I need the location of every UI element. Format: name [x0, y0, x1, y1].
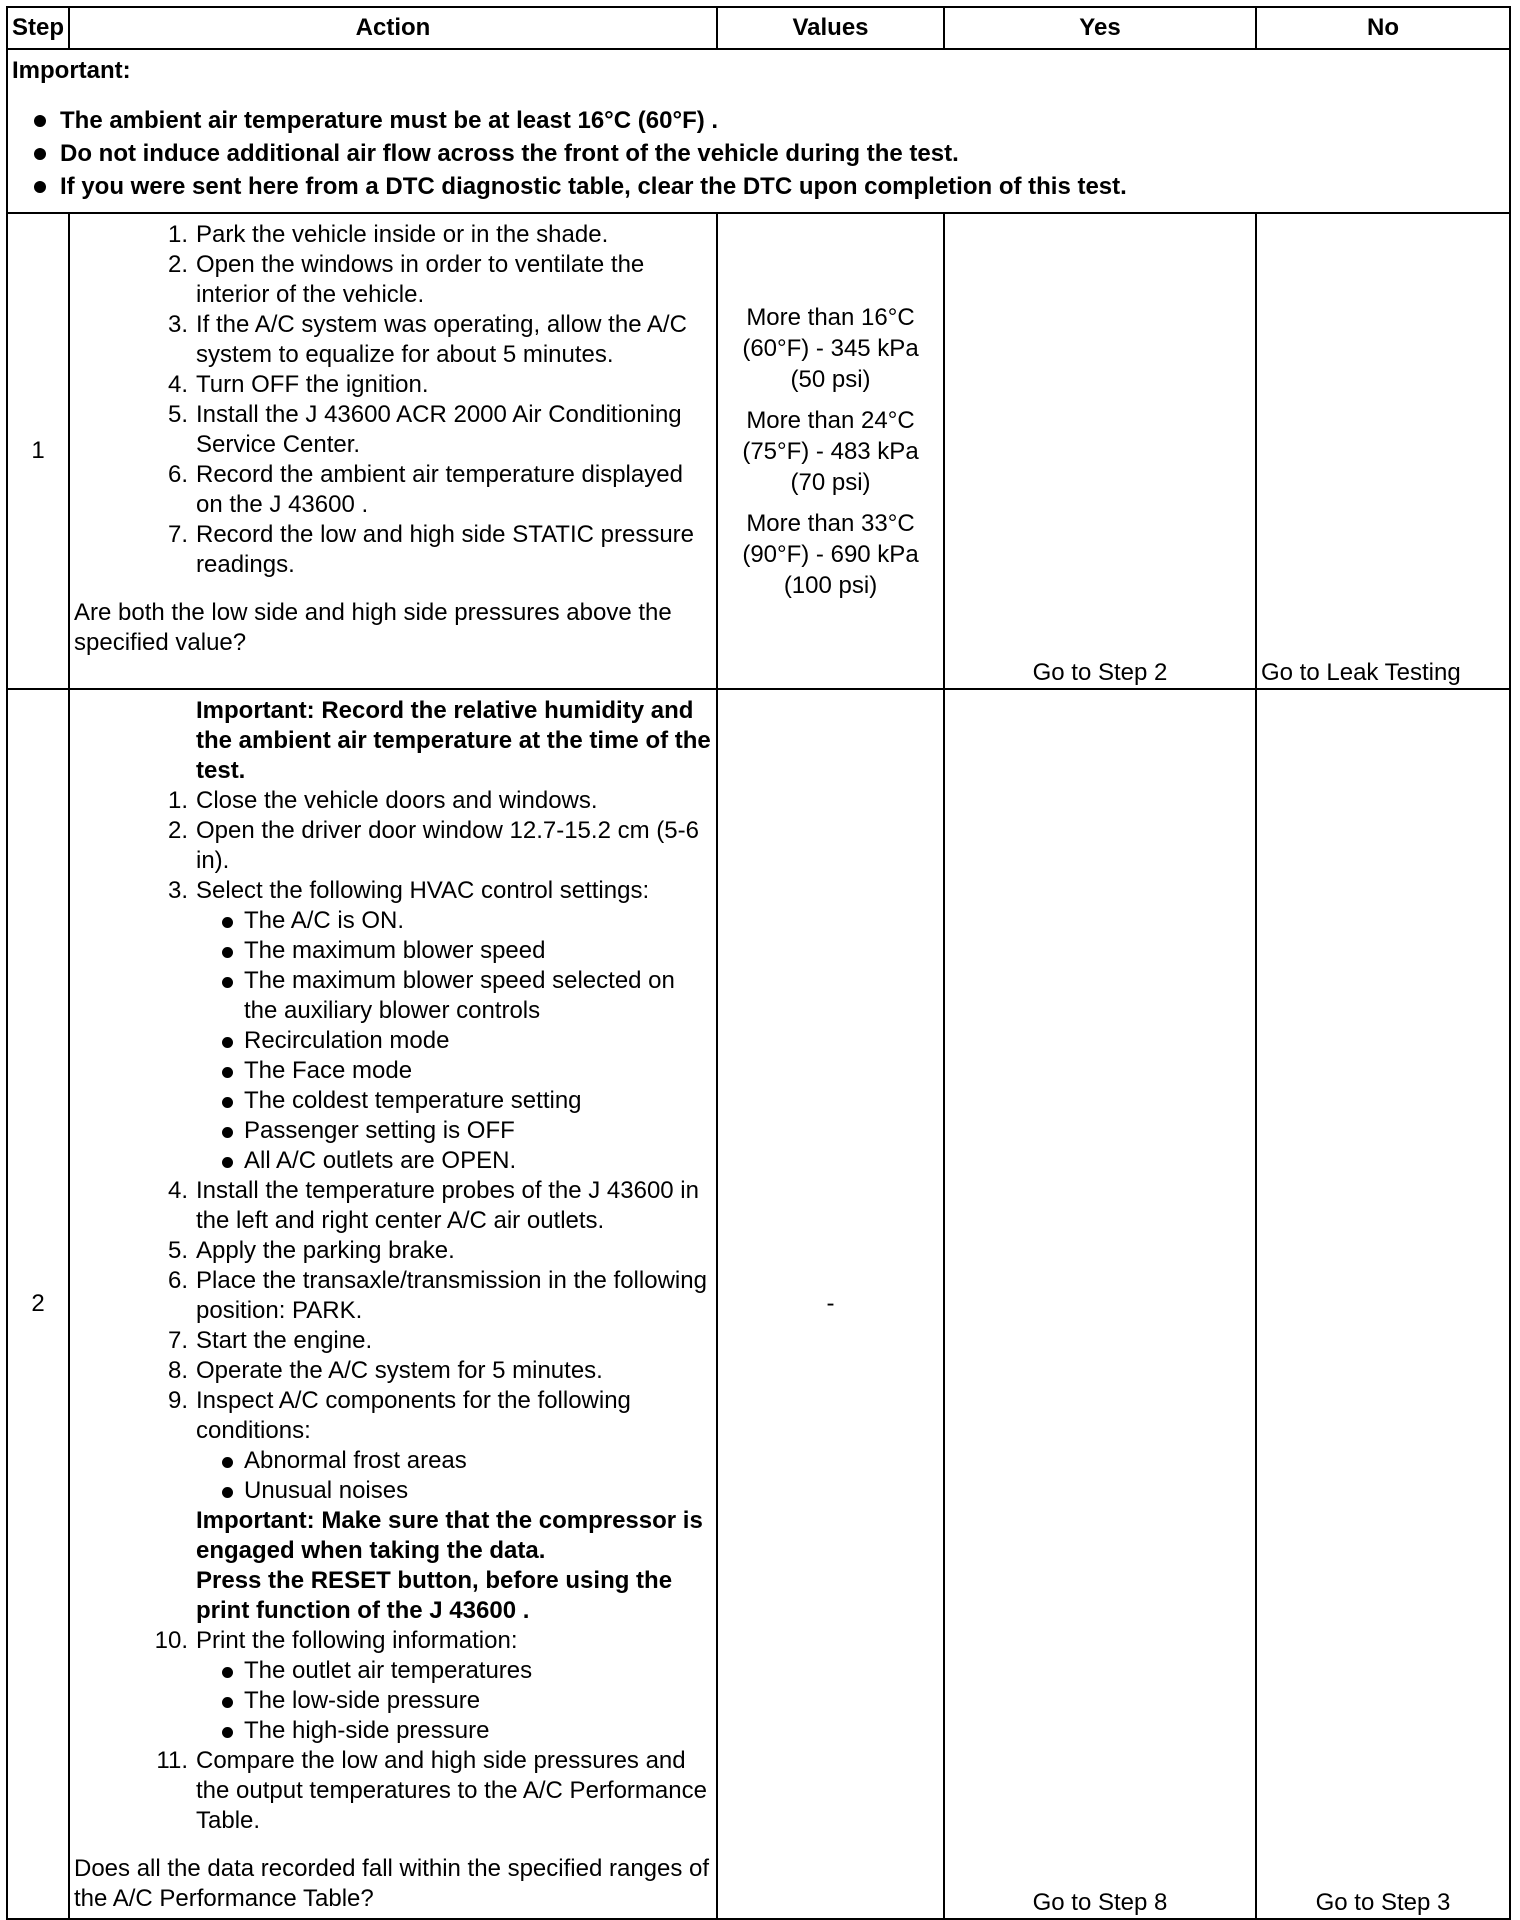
sub-list — [196, 906, 712, 1176]
value-block: More than 16°C (60°F) - 345 kPa (50 psi) — [742, 303, 919, 393]
list-item: 5. Apply the parking brake. — [167, 1237, 455, 1264]
yes-cell: Go to Step 2 — [944, 213, 1256, 689]
bullet-icon — [222, 1067, 233, 1078]
sub-item: Passenger setting is OFF — [74, 1116, 712, 1146]
bullet-icon — [222, 977, 233, 988]
list-item: 6. Place the transaxle/transmission in the following position: PARK. — [167, 1267, 707, 1324]
no-cell: Go to Leak Testing — [1256, 213, 1510, 689]
sub-item: The Face mode — [74, 1056, 712, 1086]
bullet-icon — [222, 1697, 233, 1708]
header-action: Action — [69, 7, 717, 49]
list-item: 6. Record the ambient air temperature displayed on the J 43600 . — [167, 461, 683, 518]
step-number: 2 — [7, 689, 69, 1919]
yes-cell: Go to Step 8 — [944, 689, 1256, 1919]
list-item: 4. Turn OFF the ignition. — [167, 371, 429, 398]
list-item: 7. Start the engine. — [167, 1327, 373, 1354]
bullet-icon — [34, 115, 46, 127]
list-item: 2. Open the driver door window 12.7-15.2 cm (5-6 in). — [167, 817, 699, 874]
bullet-icon — [222, 1127, 233, 1138]
values-cell — [717, 213, 944, 689]
important-row — [7, 49, 1510, 213]
list-item: 5. Install the J 43600 ACR 2000 Air Conditioning Service Center. — [167, 401, 682, 458]
list-item: 4. Install the temperature probes of the J 43600 in the left and right center A/C air outlets. — [167, 1177, 699, 1234]
list-item: 8. Operate the A/C system for 5 minutes. — [167, 1357, 603, 1384]
sub-item: Recirculation mode — [74, 1026, 712, 1056]
sub-item: The maximum blower speed selected on the auxiliary blower controls — [74, 966, 712, 1026]
important-note: Press the RESET button, before using the print function of the J 43600 . — [196, 1567, 673, 1624]
procedure-list — [74, 786, 712, 1506]
header-values: Values — [717, 7, 944, 49]
important-title: Important: — [12, 57, 131, 84]
sub-list — [196, 1446, 712, 1506]
list-item: 7. Record the low and high side STATIC pressure readings. — [167, 521, 695, 578]
bullet-icon — [222, 1457, 233, 1468]
header-no: No — [1256, 7, 1510, 49]
step-question: Does all the data recorded fall within the specified ranges of the A/C Performance Table? — [74, 1855, 710, 1912]
bullet-icon — [34, 148, 46, 160]
sub-item: The low-side pressure — [74, 1686, 712, 1716]
table-row-step-2 — [7, 689, 1510, 1919]
sub-list — [196, 1656, 712, 1746]
important-note: Important: Record the relative humidity and the ambient air temperature at the time of the test. — [196, 697, 711, 784]
bullet-icon — [222, 947, 233, 958]
header-row — [7, 7, 1510, 49]
important-note: Important: Make sure that the compressor is engaged when taking the data. — [196, 1507, 703, 1564]
procedure-list — [74, 1626, 712, 1836]
values-cell: - — [717, 689, 944, 1919]
header-step: Step — [7, 7, 69, 49]
list-item: 2. Open the windows in order to ventilate the interior of the vehicle. — [167, 251, 645, 308]
sub-item: The outlet air temperatures — [74, 1656, 712, 1686]
important-bullet: If you were sent here from a DTC diagnostic table, clear the DTC upon completion of this test. — [8, 170, 1509, 203]
action-cell — [69, 689, 717, 1919]
bullet-icon — [34, 181, 46, 193]
bullet-icon — [222, 917, 233, 928]
bullet-icon — [222, 1097, 233, 1108]
table-row-step-1 — [7, 213, 1510, 689]
sub-item: All A/C outlets are OPEN. — [74, 1146, 712, 1176]
important-bullet: The ambient air temperature must be at least 16°C (60°F) . — [8, 104, 1509, 137]
sub-item: Unusual noises — [74, 1476, 712, 1506]
sub-item: The A/C is ON. — [74, 906, 712, 936]
bullet-icon — [222, 1487, 233, 1498]
bullet-icon — [222, 1727, 233, 1738]
list-item: 3. If the A/C system was operating, allow the A/C system to equalize for about 5 minutes. — [167, 311, 687, 368]
list-item: 10. Print the following information: The outlet air temperatures The low-side pressure The high-side pressure — [74, 1626, 712, 1746]
procedure-list — [74, 220, 712, 580]
important-bullet: Do not induce additional air flow across the front of the vehicle during the test. — [8, 137, 1509, 170]
important-list — [8, 104, 1509, 203]
list-item: 11. Compare the low and high side pressures and the output temperatures to the A/C Performance Table. — [156, 1747, 707, 1834]
list-item: 1. Close the vehicle doors and windows. — [167, 787, 598, 814]
sub-item: Abnormal frost areas — [74, 1446, 712, 1476]
no-cell: Go to Step 3 — [1256, 689, 1510, 1919]
value-block: More than 24°C (75°F) - 483 kPa (70 psi) — [742, 406, 919, 496]
sub-item: The high-side pressure — [74, 1716, 712, 1746]
sub-item: The maximum blower speed — [74, 936, 712, 966]
step-question: Are both the low side and high side pressures above the specified value? — [74, 599, 672, 656]
bullet-icon — [222, 1157, 233, 1168]
sub-item: The coldest temperature setting — [74, 1086, 712, 1116]
list-item: 9. Inspect A/C components for the following conditions: Abnormal frost areas Unusual noises — [74, 1386, 712, 1506]
bullet-icon — [222, 1667, 233, 1678]
action-cell — [69, 213, 717, 689]
value-block: More than 33°C (90°F) - 690 kPa (100 psi) — [742, 509, 919, 599]
list-item: 1. Park the vehicle inside or in the shade. — [167, 221, 609, 248]
header-yes: Yes — [944, 7, 1256, 49]
bullet-icon — [222, 1037, 233, 1048]
list-item: 3. Select the following HVAC control settings: The A/C is ON. The maximum blower speed The maximum blower speed selected on the auxiliary blower controls Recirculation mode The Face mode The coldest temperature setting Passenger setting is OFF All A/C outlets are OPEN. — [74, 876, 712, 1176]
step-number: 1 — [7, 213, 69, 689]
diagnostic-table — [6, 6, 1511, 1920]
